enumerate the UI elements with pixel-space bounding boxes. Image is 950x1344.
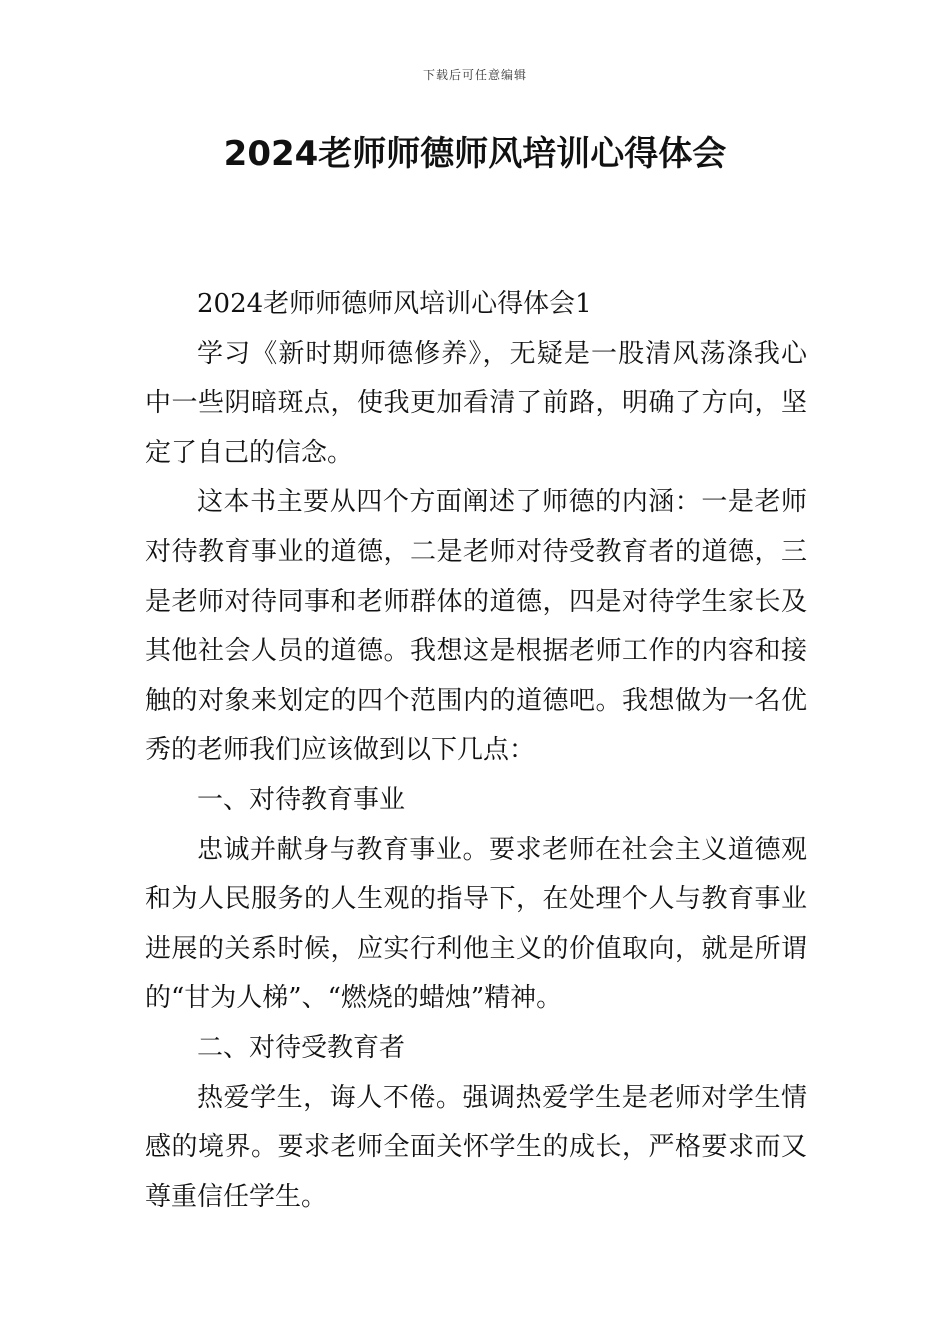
paragraph: 这本书主要从四个方面阐述了师德的内涵：一是老师对待教育事业的道德，二是老师对待受教育者的道德，三是老师对待同事和老师群体的道德，四是对待学生家长及其他社会人员的道德。我想这是根据老师工作的内容和接触的对象来划定的四个范围内的道德吧。我想做为一名优秀的老师我们应该做到以下几点： xyxy=(145,487,807,766)
subheading: 二、对待受教育者 xyxy=(197,1032,406,1063)
document-body xyxy=(145,280,807,1222)
header-note: 下载后可任意编辑 xyxy=(422,68,527,82)
paragraph: 忠诚并献身与教育事业。要求老师在社会主义道德观和为人民服务的人生观的指导下，在处理个人与教育事业进展的关系时候，应实行利他主义的价值取向，就是所谓的“甘为人梯”、“燃烧的蜡烛”精神。 xyxy=(145,834,807,1014)
document-title: 2024老师师德师风培训心得体会 xyxy=(223,134,727,174)
subheading: 一、对待教育事业 xyxy=(197,784,406,815)
paragraph: 热爱学生，诲人不倦。强调热爱学生是老师对学生情感的境界。要求老师全面关怀学生的成长，严格要求而又尊重信任学生。 xyxy=(145,1082,807,1212)
paragraph: 学习《新时期师德修养》，无疑是一股清风荡涤我心中一些阴暗斑点，使我更加看清了前路，明确了方向，坚定了自己的信念。 xyxy=(145,338,807,468)
section-heading: 2024老师师德师风培训心得体会1 xyxy=(197,289,592,319)
